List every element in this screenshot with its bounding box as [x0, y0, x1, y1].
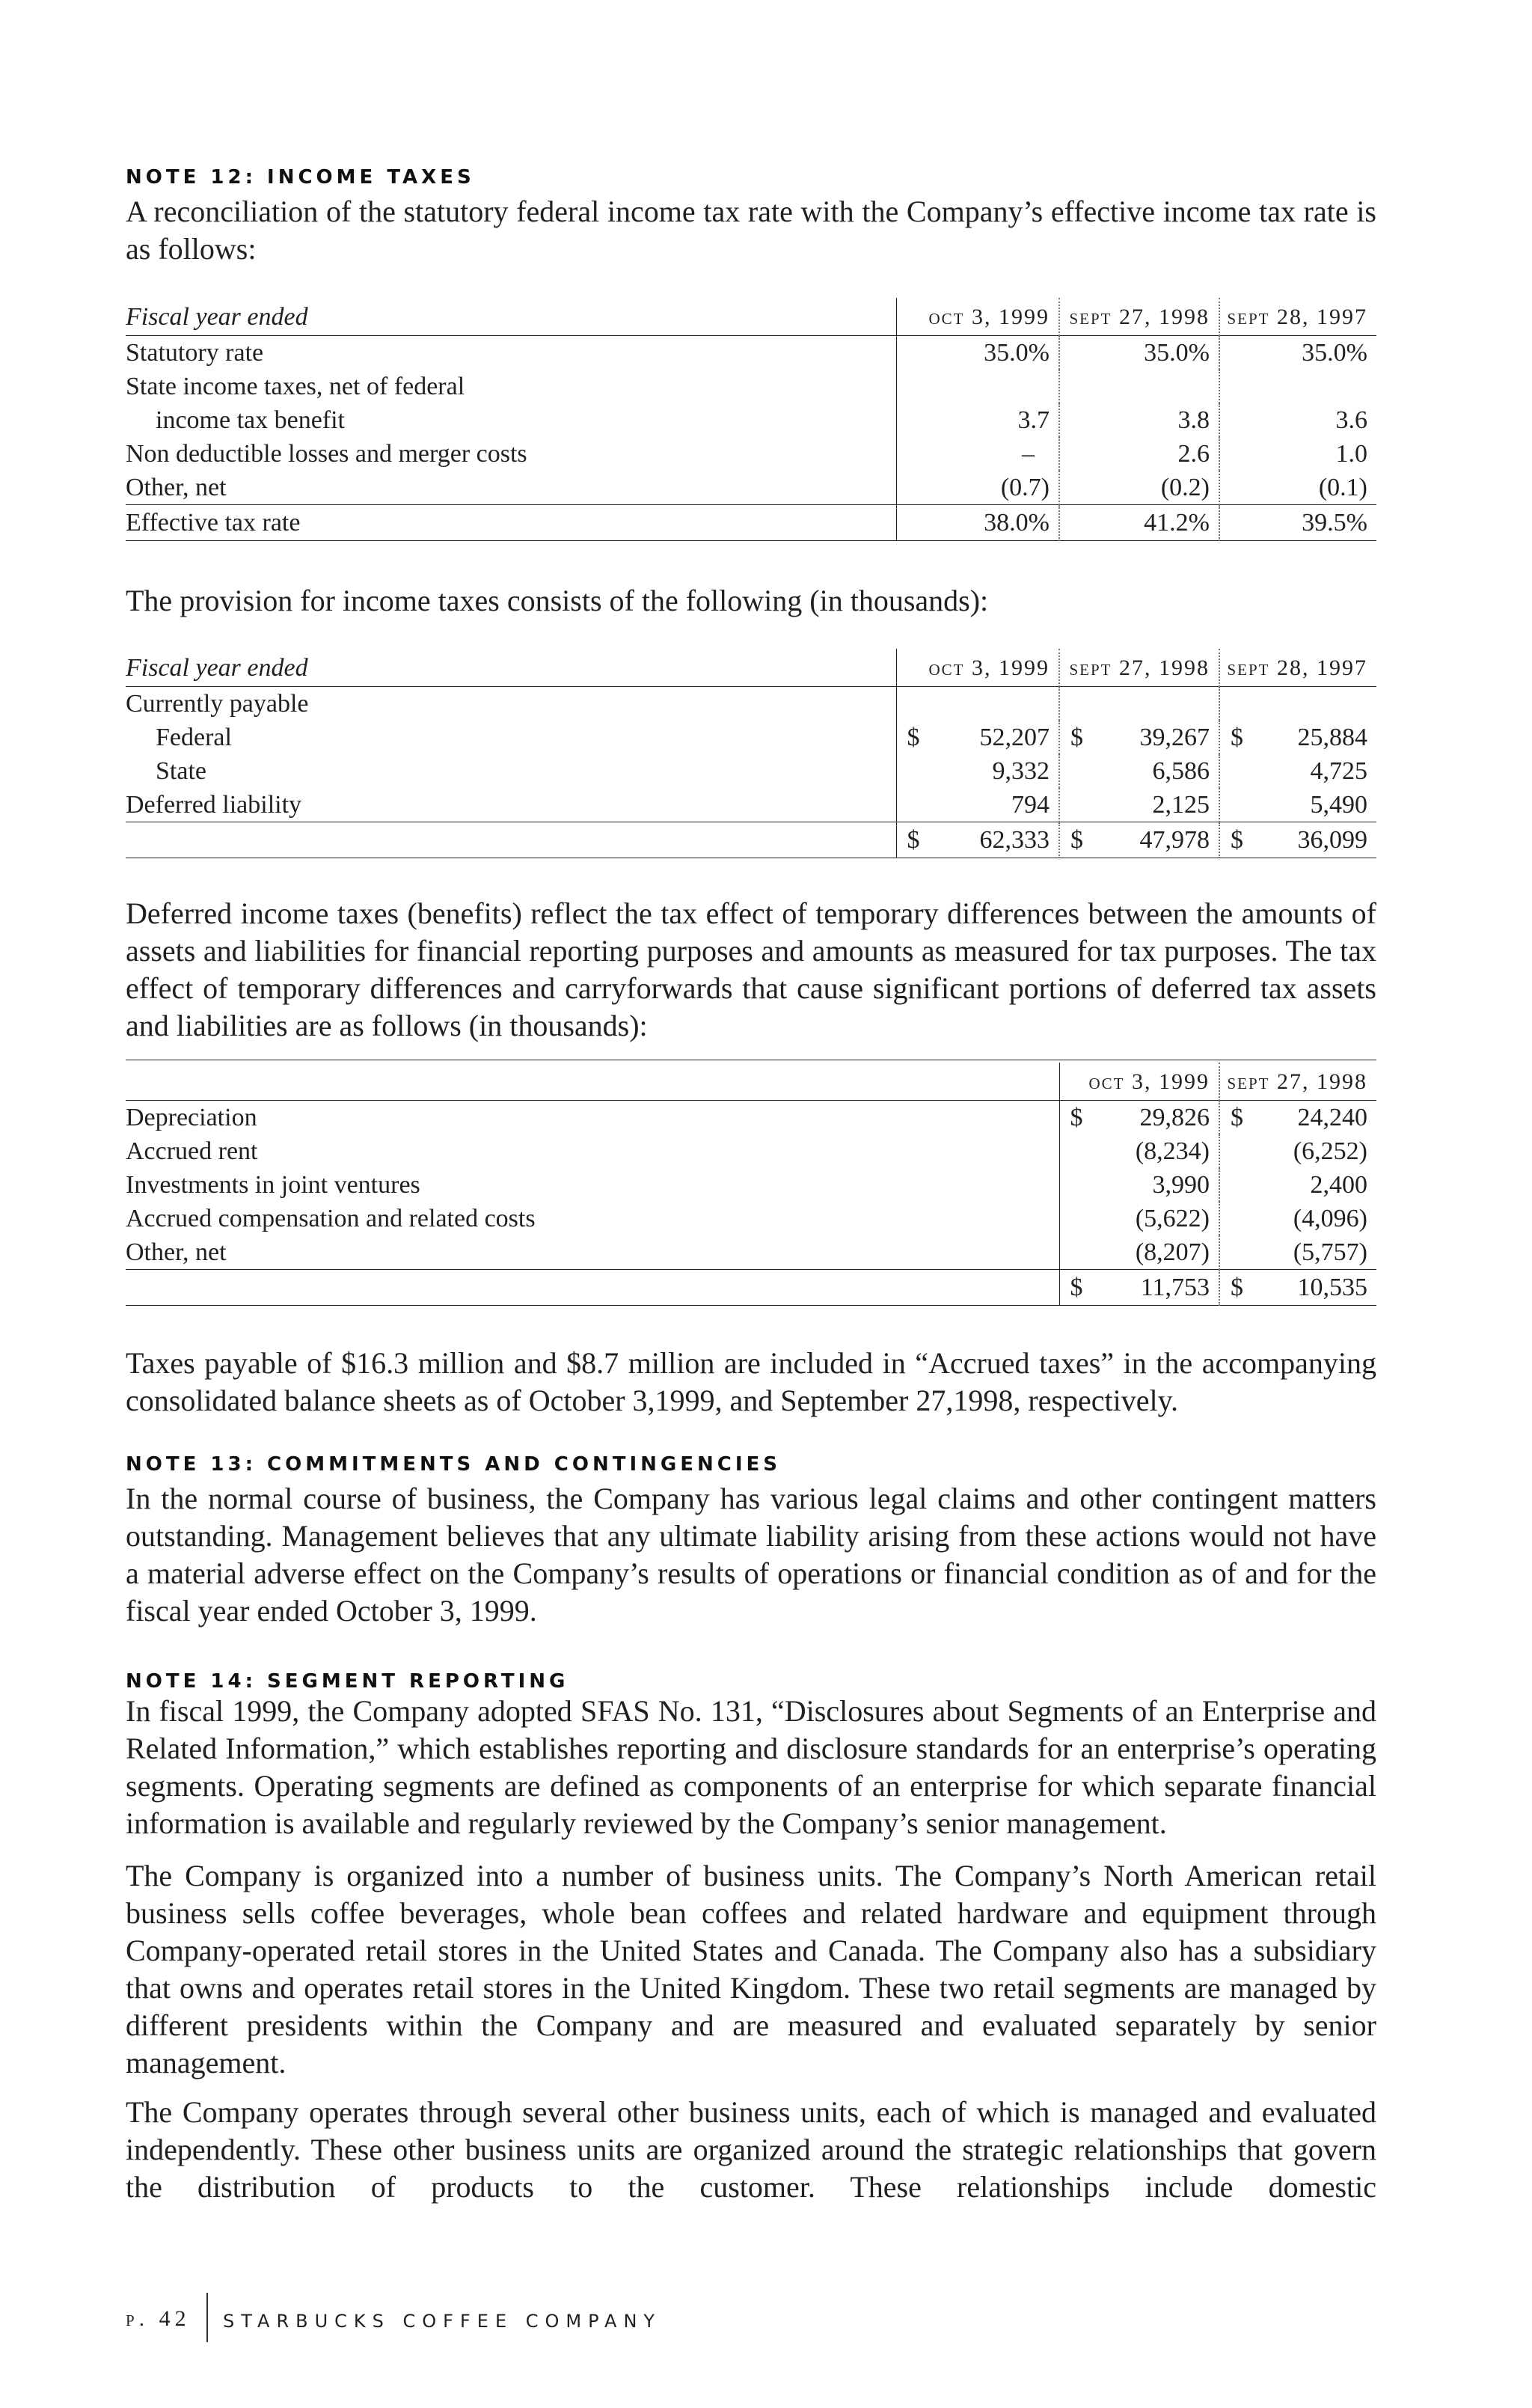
table-row — [126, 1202, 1376, 1235]
cell-value — [1059, 370, 1219, 403]
column-header-1999: oct 3, 1999 — [1059, 1063, 1219, 1101]
table-row — [126, 1134, 1376, 1168]
cell-value: 1.0 — [1219, 437, 1376, 471]
rate-reconciliation-intro: A reconciliation of the statutory federal income tax rate with the Company’s effective income tax rate is as follows: — [126, 195, 1376, 266]
currency-symbol: $ — [1231, 826, 1243, 854]
table-row — [126, 1235, 1376, 1270]
note-14-heading: NOTE 14: SEGMENT REPORTING — [126, 1670, 569, 1693]
currency-symbol: $ — [1231, 1104, 1243, 1131]
cell-value: 3.8 — [1059, 403, 1219, 437]
cell-value: 2,400 — [1219, 1168, 1376, 1202]
row-label: Other, net — [126, 1238, 227, 1266]
cell-value: (0.1) — [1219, 471, 1376, 505]
table-row — [126, 336, 1376, 370]
cell-value: 52,207 — [979, 724, 1050, 751]
cell-value: – — [896, 437, 1059, 471]
cell-value: (6,252) — [1219, 1134, 1376, 1168]
cell-value: 35.0% — [1219, 336, 1376, 370]
cell-value: 4,725 — [1219, 754, 1376, 788]
cell-value: 47,978 — [1139, 826, 1210, 854]
table-header-row — [126, 1063, 1376, 1101]
table-row — [126, 370, 1376, 403]
segment-paragraph-2: The Company is organized into a number of business units. The Company’s North American retail business sells coffee beverages, whole bean coffees and related hardware and equipment through Company-operated retail stores in the United States and Canada. The Company also has a subsidiary that owns and operates retail stores in the United Kingdom. These two retail segments are managed by different presidents within the Company and are measured and evaluated separately by senior management. — [126, 1859, 1376, 2080]
cell-value: (5,622) — [1059, 1202, 1219, 1235]
table-row — [126, 1101, 1376, 1135]
provision-intro: The provision for income taxes consists of the following (in thousands): — [126, 584, 989, 617]
table-row — [126, 403, 1376, 437]
cell-value: (0.7) — [896, 471, 1059, 505]
income-tax-provision-table — [126, 649, 1376, 858]
table-row — [126, 1168, 1376, 1202]
table-row — [126, 788, 1376, 822]
row-label: Accrued rent — [126, 1137, 258, 1165]
row-label: Non deductible losses and merger costs — [126, 440, 527, 468]
cell-value: 3.6 — [1219, 403, 1376, 437]
cell-value: 38.0% — [896, 505, 1059, 541]
cell-value: (4,096) — [1219, 1202, 1376, 1235]
column-header-1998: sept 27, 1998 — [1059, 649, 1219, 687]
cell-value: 2.6 — [1059, 437, 1219, 471]
deferred-tax-table — [126, 1060, 1376, 1306]
row-label: Accrued compensation and related costs — [126, 1205, 536, 1232]
column-header-label: Fiscal year ended — [126, 298, 896, 336]
note-13-heading: NOTE 13: COMMITMENTS AND CONTINGENCIES — [126, 1453, 782, 1476]
commitments-paragraph: In the normal course of business, the Company has various legal claims and other contingent matters outstanding. Management believes that any ultimate liability arising from these actions would not have a material adverse effect on the Company’s results of operations or financial condition as of and for the fiscal year ended October 3, 1999. — [126, 1482, 1376, 1628]
cell-value: 62,333 — [979, 826, 1050, 854]
table-total-row — [126, 822, 1376, 858]
table-total-row — [126, 505, 1376, 541]
row-label: Federal — [156, 724, 232, 751]
cell-value: 3,990 — [1059, 1168, 1219, 1202]
cell-value — [896, 370, 1059, 403]
cell-value: 24,240 — [1297, 1104, 1367, 1131]
currency-symbol: $ — [907, 724, 920, 751]
cell-value: 29,826 — [1139, 1104, 1210, 1131]
cell-value: 5,490 — [1219, 788, 1376, 822]
table-row — [126, 471, 1376, 505]
cell-value: 25,884 — [1297, 724, 1367, 751]
column-header-1998: sept 27, 1998 — [1059, 298, 1219, 336]
table-row — [126, 754, 1376, 788]
cell-value: 9,332 — [896, 754, 1059, 788]
column-header-label: Fiscal year ended — [126, 649, 896, 687]
cell-value: 36,099 — [1297, 826, 1367, 854]
table-header-row — [126, 298, 1376, 336]
cell-value: 10,535 — [1297, 1274, 1367, 1301]
segment-paragraph-1: In fiscal 1999, the Company adopted SFAS No. 131, “Disclosures about Segments of an Enterprise and Related Information,” which establishes reporting and disclosure standards for an enterprise’s operating segments. Operating segments are defined as components of an enterprise for which separate financial information is available and regularly reviewed by the Company’s senior management. — [126, 1694, 1376, 1840]
row-label: State income taxes, net of federal — [126, 373, 465, 400]
cell-value: (5,757) — [1219, 1235, 1376, 1270]
table-row — [126, 437, 1376, 471]
segment-paragraph-3: The Company operates through several other business units, each of which is managed and evaluated independently. These other business units are organized around the strategic relationships that govern the distribution of products to the customer. These relationships include domestic — [126, 2095, 1376, 2204]
currency-symbol: $ — [907, 826, 920, 854]
cell-value: 2,125 — [1059, 788, 1219, 822]
column-header-1999: oct 3, 1999 — [896, 298, 1059, 336]
cell-value: 35.0% — [896, 336, 1059, 370]
row-label: Deferred liability — [126, 791, 302, 819]
column-header-1997: sept 28, 1997 — [1219, 298, 1376, 336]
cell-value: 35.0% — [1059, 336, 1219, 370]
company-name: STARBUCKS COFFEE COMPANY — [223, 2311, 662, 2332]
currency-symbol: $ — [1231, 1274, 1243, 1301]
cell-value: 11,753 — [1140, 1274, 1210, 1301]
taxes-payable-paragraph: Taxes payable of $16.3 million and $8.7 million are included in “Accrued taxes” in the accompanying consolidated balance sheets as of October 3,1999, and September 27,1998, respectively. — [126, 1346, 1376, 1417]
note-12-heading: NOTE 12: INCOME TAXES — [126, 166, 475, 189]
currency-symbol: $ — [1070, 1104, 1083, 1131]
row-label: State — [156, 757, 206, 785]
table-row — [126, 721, 1376, 754]
footer-divider — [206, 2293, 208, 2342]
currency-symbol: $ — [1070, 724, 1083, 751]
page-number: p. 42 — [126, 2306, 191, 2331]
row-label: Currently payable — [126, 690, 309, 718]
table-row — [126, 687, 1376, 721]
row-label: Other, net — [126, 474, 227, 501]
cell-value: 6,586 — [1059, 754, 1219, 788]
currency-symbol: $ — [1070, 826, 1083, 854]
cell-value: 39,267 — [1139, 724, 1210, 751]
cell-value: (8,207) — [1059, 1235, 1219, 1270]
row-label: Statutory rate — [126, 339, 264, 367]
cell-value: (0.2) — [1059, 471, 1219, 505]
tax-rate-reconciliation-table — [126, 298, 1376, 541]
deferred-taxes-intro: Deferred income taxes (benefits) reflect the tax effect of temporary differences between the amounts of assets and liabilities for financial reporting purposes and amounts as measured for tax purposes. The tax effect of temporary differences and carryforwards that cause significant portions of deferred tax assets and liabilities are as follows (in thousands): — [126, 896, 1376, 1042]
row-label: income tax benefit — [156, 406, 346, 434]
column-header-1998: sept 27, 1998 — [1219, 1063, 1376, 1101]
cell-value: 41.2% — [1059, 505, 1219, 541]
cell-value: (8,234) — [1059, 1134, 1219, 1168]
cell-value: 794 — [896, 788, 1059, 822]
currency-symbol: $ — [1231, 724, 1243, 751]
cell-value: 39.5% — [1219, 505, 1376, 541]
column-header-1999: oct 3, 1999 — [896, 649, 1059, 687]
table-total-row — [126, 1270, 1376, 1306]
cell-value — [1219, 370, 1376, 403]
row-label: Effective tax rate — [126, 505, 896, 541]
column-header-1997: sept 28, 1997 — [1219, 649, 1376, 687]
table-header-row — [126, 649, 1376, 687]
row-label: Investments in joint ventures — [126, 1171, 420, 1199]
currency-symbol: $ — [1070, 1274, 1083, 1301]
cell-value: 3.7 — [896, 403, 1059, 437]
row-label: Depreciation — [126, 1104, 257, 1131]
